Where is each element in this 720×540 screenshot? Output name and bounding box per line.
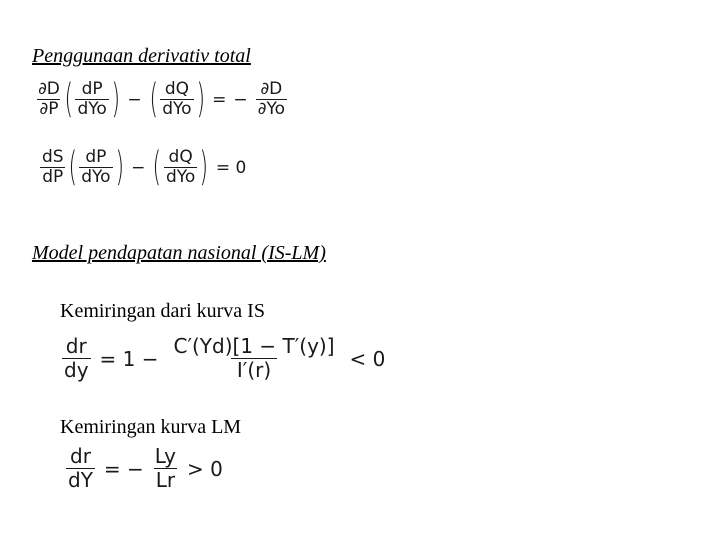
fraction-numerator: dQ	[164, 78, 189, 99]
rhs-sign: −	[233, 89, 248, 110]
fraction-denominator: ∂P	[39, 99, 59, 120]
close-paren: )	[111, 76, 120, 122]
equals-minus: = −	[103, 456, 144, 481]
relation-greater-than-zero: > 0	[186, 456, 223, 481]
fraction-denominator: dYo	[165, 167, 196, 188]
equals-operator: =	[212, 89, 227, 110]
section-title-is-lm: Model pendapatan nasional (IS-LM)	[32, 242, 326, 264]
relation-less-than-zero: < 0	[349, 346, 386, 371]
section-title-total-derivative: Penggunaan derivativ total	[32, 45, 251, 67]
minus-operator: −	[127, 89, 142, 110]
equation-lm-slope	[64, 446, 230, 491]
fraction-denominator: dYo	[162, 99, 192, 120]
fraction-lhs	[62, 336, 91, 381]
fraction-numerator: dQ	[168, 146, 193, 167]
fraction-numerator: ∂D	[260, 78, 283, 99]
fraction-denominator: dYo	[77, 99, 107, 120]
open-paren: (	[68, 144, 77, 190]
fraction-dp-dyo	[79, 146, 112, 188]
open-paren: (	[152, 144, 162, 190]
fraction-denominator: dYo	[81, 167, 111, 188]
open-paren: (	[64, 76, 73, 122]
fraction-numerator: dr	[65, 334, 87, 358]
fraction-numerator: C′(Yd)[1 − T′(y)]	[173, 334, 335, 358]
equation-total-derivative-2	[38, 144, 253, 190]
open-paren: (	[149, 76, 158, 122]
fraction-rhs	[168, 336, 341, 381]
fraction-numerator: dP	[81, 78, 103, 99]
fraction-numerator: dr	[70, 444, 91, 468]
fraction-rhs	[153, 446, 178, 491]
fraction-denominator: dy	[64, 358, 89, 382]
fraction-denominator: dP	[42, 167, 64, 188]
is-slope-label: Kemiringan dari kurva IS	[60, 300, 265, 322]
fraction-rhs	[256, 78, 287, 120]
fraction-denominator: I′(r)	[231, 358, 277, 381]
close-paren: )	[115, 144, 124, 190]
fraction-numerator: dS	[42, 146, 64, 167]
minus-operator: −	[131, 157, 146, 178]
fraction-lhs	[40, 146, 66, 188]
fraction-numerator: Ly	[154, 444, 176, 468]
equation-total-derivative-1	[34, 76, 289, 122]
fraction-lhs	[36, 78, 62, 120]
fraction-denominator: Lr	[155, 468, 176, 492]
fraction-dp-dyo	[75, 78, 108, 120]
fraction-denominator: dY	[68, 468, 93, 492]
close-paren: )	[199, 144, 209, 190]
equals-zero: = 0	[215, 157, 247, 178]
equation-is-slope	[60, 336, 392, 381]
fraction-numerator: dP	[85, 146, 107, 167]
equals-one-minus: = 1 −	[99, 346, 159, 371]
fraction-denominator: ∂Yo	[257, 99, 285, 120]
fraction-dq-dyo	[160, 78, 193, 120]
fraction-numerator: ∂D	[38, 78, 60, 99]
lm-slope-label: Kemiringan kurva LM	[60, 416, 242, 438]
fraction-lhs	[66, 446, 95, 491]
close-paren: )	[196, 76, 205, 122]
fraction-dq-dyo	[164, 146, 197, 188]
